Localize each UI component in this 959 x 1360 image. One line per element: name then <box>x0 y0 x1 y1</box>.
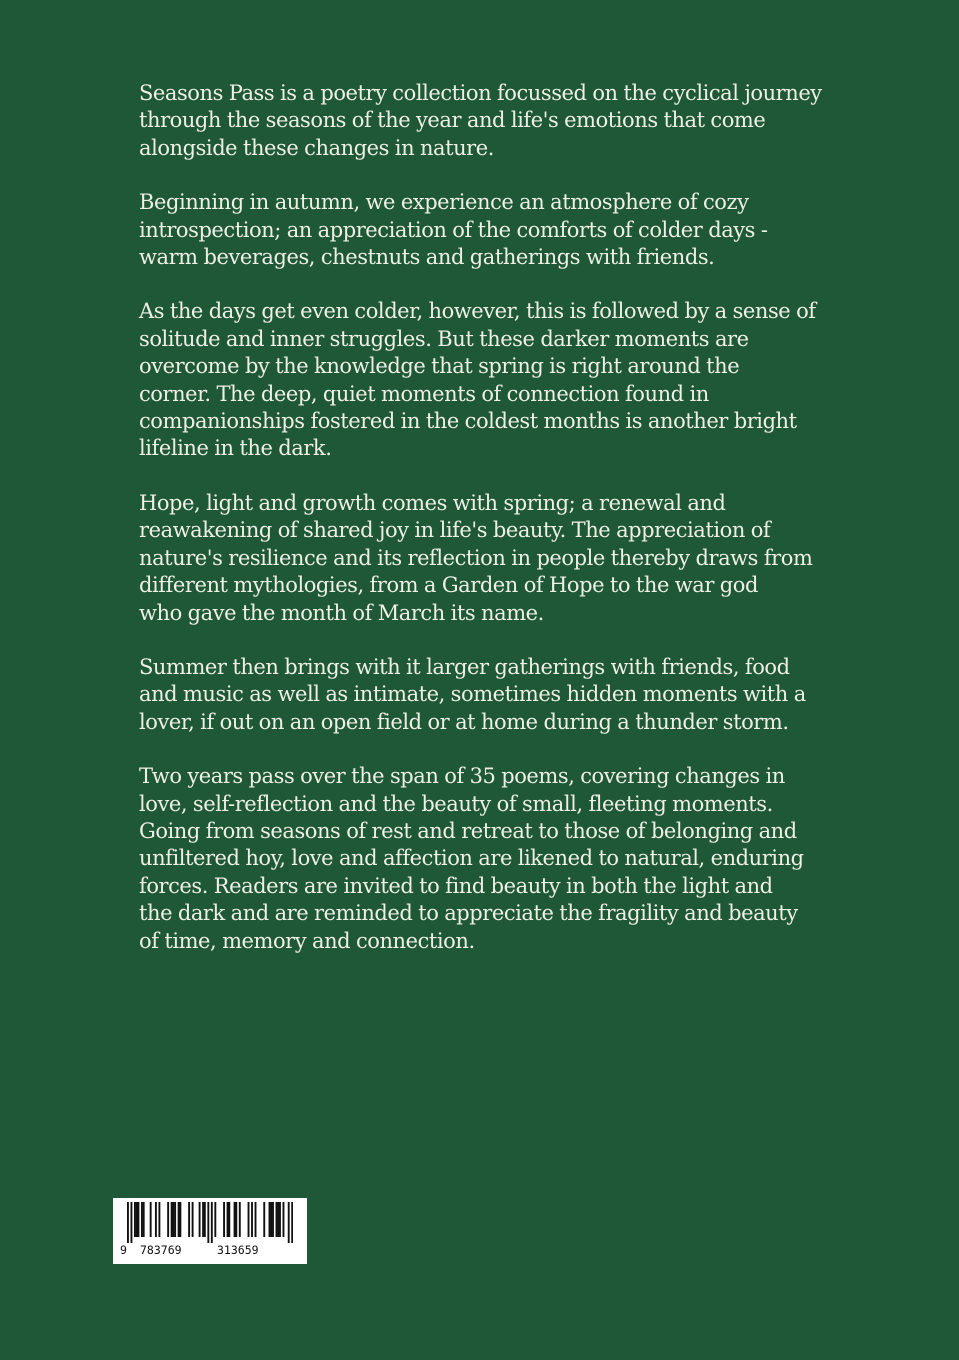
barcode-bar <box>172 1202 174 1237</box>
barcode-bar <box>214 1202 216 1237</box>
barcode-bars <box>127 1202 293 1243</box>
barcode-bar <box>136 1202 138 1237</box>
barcode-bar <box>171 1202 173 1237</box>
barcode-bar <box>239 1202 241 1237</box>
barcode-bar <box>202 1202 204 1237</box>
isbn-barcode <box>113 1198 307 1264</box>
barcode-bar <box>270 1202 272 1237</box>
barcode-bar <box>228 1202 230 1237</box>
barcode-bar <box>223 1202 225 1237</box>
barcode-digits <box>113 1243 307 1261</box>
barcode-bar <box>167 1202 169 1237</box>
barcode-bar <box>207 1202 209 1243</box>
barcode-bar <box>155 1202 157 1237</box>
blurb-paragraph-2: Beginning in autumn, we experience an atmosphere of cozy introspection; an appreciation of the comforts of colder days - warm beverages, chestnuts and gatherings with friends. <box>139 190 768 270</box>
barcode-bar <box>291 1202 293 1243</box>
barcode-bar <box>137 1202 139 1237</box>
barcode-bar <box>211 1202 213 1243</box>
barcode-bar <box>279 1202 281 1237</box>
blurb-paragraph-5: Summer then brings with it larger gatherings with friends, food and music as well as intimate, sometimes hidden moments with a lover, if out on an open field or at home during a thunder storm. <box>139 654 806 734</box>
barcode-bar <box>199 1202 201 1237</box>
blurb-paragraph-4: Hope, light and growth comes with spring; a renewal and reawakening of shared joy in life's beauty. The appreciation of nature's resilience and its reflection in people thereby draws from different mythologies, from a Garden of Hope to the war god who gave the month of March its name. <box>139 490 813 625</box>
barcode-bar <box>174 1202 176 1237</box>
barcode-bar <box>234 1202 236 1237</box>
barcode-bar <box>188 1202 190 1237</box>
barcode-bar <box>288 1202 290 1243</box>
barcode-bar <box>272 1202 274 1237</box>
barcode-bar <box>277 1202 279 1237</box>
barcode-bar <box>251 1202 253 1237</box>
barcode-bar <box>127 1202 129 1243</box>
barcode-bar <box>130 1202 132 1243</box>
back-cover-blurb <box>139 80 829 982</box>
barcode-bar <box>263 1202 265 1237</box>
barcode-right-group: 313659 <box>217 1243 259 1257</box>
barcode-bar <box>134 1202 136 1237</box>
blurb-paragraph-1: Seasons Pass is a poetry collection focussed on the cyclical journey through the seasons of the year and life's emotions that come alongside these changes in nature. <box>139 81 822 160</box>
barcode-bar <box>283 1202 285 1237</box>
barcode-bar <box>192 1202 194 1237</box>
barcode-bar <box>204 1202 206 1237</box>
barcode-bar <box>255 1202 257 1237</box>
barcode-bar <box>141 1202 143 1237</box>
barcode-prefix-digit: 9 <box>120 1243 127 1257</box>
barcode-bar <box>179 1202 181 1237</box>
barcode-bar <box>150 1202 152 1237</box>
barcode-bar <box>248 1202 250 1237</box>
blurb-paragraph-6: Two years pass over the span of 35 poems, covering changes in love, self-reflection and the beauty of small, fleeting moments. Going from seasons of rest and retreat to those of belonging and unfiltered hoy, love and affection are likened to natural, enduring forces. Readers are invited to find beauty in both the light and the dark and are reminded to appreciate the fragility and beauty of time, memory and connection. <box>139 764 804 953</box>
barcode-left-group: 783769 <box>140 1243 182 1257</box>
barcode-bar <box>269 1202 271 1237</box>
barcode-bar <box>178 1202 180 1237</box>
blurb-paragraph-3: As the days get even colder, however, this is followed by a sense of solitude and inner struggles. But these darker moments are overcome by the knowledge that spring is right around the corner. The deep, quiet moments of connection found in companionships fostered in the coldest months is another bright lifeline in the dark. <box>139 299 816 461</box>
barcode-bar <box>158 1202 160 1237</box>
barcode-bar <box>143 1202 145 1237</box>
barcode-bar <box>235 1202 237 1237</box>
barcode-bar <box>227 1202 229 1237</box>
barcode-bar <box>276 1202 278 1237</box>
